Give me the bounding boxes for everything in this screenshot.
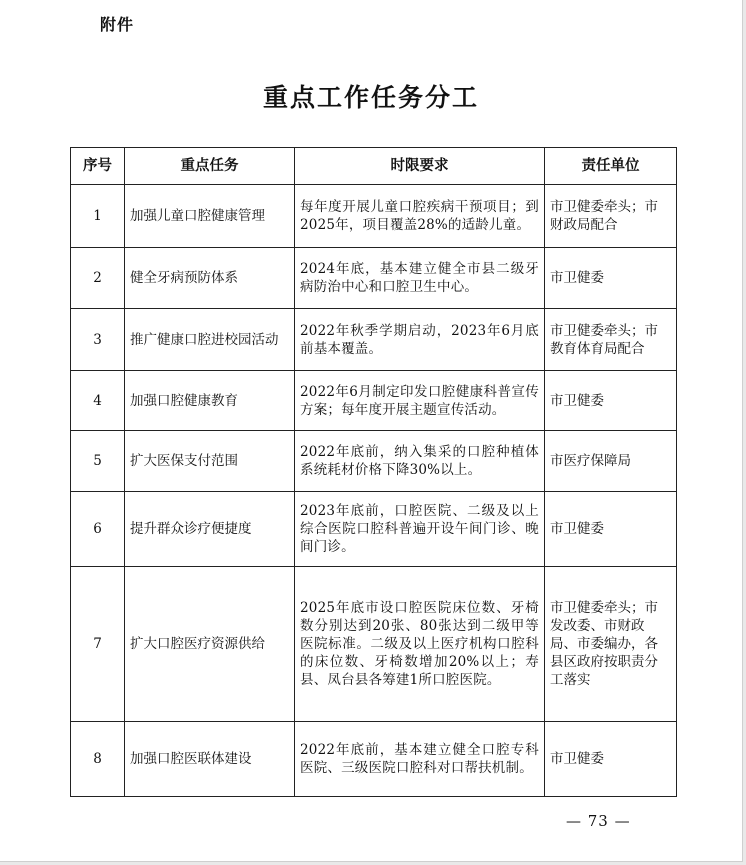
row-seq: 6 [71, 492, 125, 567]
row-unit: 市卫健委 [545, 492, 677, 567]
table-row [71, 722, 677, 797]
row-seq: 5 [71, 431, 125, 492]
row-deadline: 2022年底前，基本建立健全口腔专科医院、三级医院口腔科对口帮扶机制。 [295, 722, 545, 797]
attachment-label: 附件 [100, 15, 135, 34]
row-deadline: 2022年6月制定印发口腔健康科普宣传方案；每年度开展主题宣传活动。 [295, 371, 545, 431]
row-deadline: 每年度开展儿童口腔疾病干预项目；到2025年，项目覆盖28%的适龄儿童。 [295, 185, 545, 248]
row-deadline: 2022年秋季学期启动，2023年6月底前基本覆盖。 [295, 309, 545, 371]
row-seq: 4 [71, 371, 125, 431]
table-row [71, 492, 677, 567]
table-row [71, 185, 677, 248]
row-task: 扩大口腔医疗资源供给 [125, 567, 295, 722]
row-task: 提升群众诊疗便捷度 [125, 492, 295, 567]
table-row [71, 567, 677, 722]
table-row [71, 431, 677, 492]
row-unit: 市卫健委 [545, 248, 677, 309]
row-seq: 1 [71, 185, 125, 248]
row-unit: 市卫健委牵头；市发改委、市财政局、市委编办，各县区政府按职责分工落实 [545, 567, 677, 722]
row-unit: 市医疗保障局 [545, 431, 677, 492]
page-number: — 73 — [566, 812, 631, 830]
row-seq: 8 [71, 722, 125, 797]
row-seq: 3 [71, 309, 125, 371]
row-unit: 市卫健委牵头；市教育体育局配合 [545, 309, 677, 371]
row-seq: 7 [71, 567, 125, 722]
row-task: 健全牙病预防体系 [125, 248, 295, 309]
row-task: 加强儿童口腔健康管理 [125, 185, 295, 248]
row-deadline: 2023年底前，口腔医院、二级及以上综合医院口腔科普遍开设午间门诊、晚间门诊。 [295, 492, 545, 567]
row-unit: 市卫健委 [545, 371, 677, 431]
header-unit: 责任单位 [545, 148, 677, 185]
header-seq: 序号 [71, 148, 125, 185]
row-deadline: 2022年底前，纳入集采的口腔种植体系统耗材价格下降30%以上。 [295, 431, 545, 492]
header-task: 重点任务 [125, 148, 295, 185]
row-unit: 市卫健委牵头；市财政局配合 [545, 185, 677, 248]
page-title: 重点工作任务分工 [262, 83, 479, 112]
table-row [71, 309, 677, 371]
table-header-row [71, 148, 677, 185]
task-table [70, 147, 677, 797]
header-deadline: 时限要求 [295, 148, 545, 185]
row-unit: 市卫健委 [545, 722, 677, 797]
table-row [71, 248, 677, 309]
row-task: 推广健康口腔进校园活动 [125, 309, 295, 371]
row-task: 加强口腔健康教育 [125, 371, 295, 431]
row-task: 扩大医保支付范围 [125, 431, 295, 492]
row-deadline: 2024年底，基本建立健全市县二级牙病防治中心和口腔卫生中心。 [295, 248, 545, 309]
table-row [71, 371, 677, 431]
row-deadline: 2025年底市设口腔医院床位数、牙椅数分别达到20张、80张达到二级甲等医院标准。二级及以上医疗机构口腔科的床位数、牙椅数增加20%以上；寿县、凤台县各筹建1所口腔医院。 [295, 567, 545, 722]
row-seq: 2 [71, 248, 125, 309]
row-task: 加强口腔医联体建设 [125, 722, 295, 797]
